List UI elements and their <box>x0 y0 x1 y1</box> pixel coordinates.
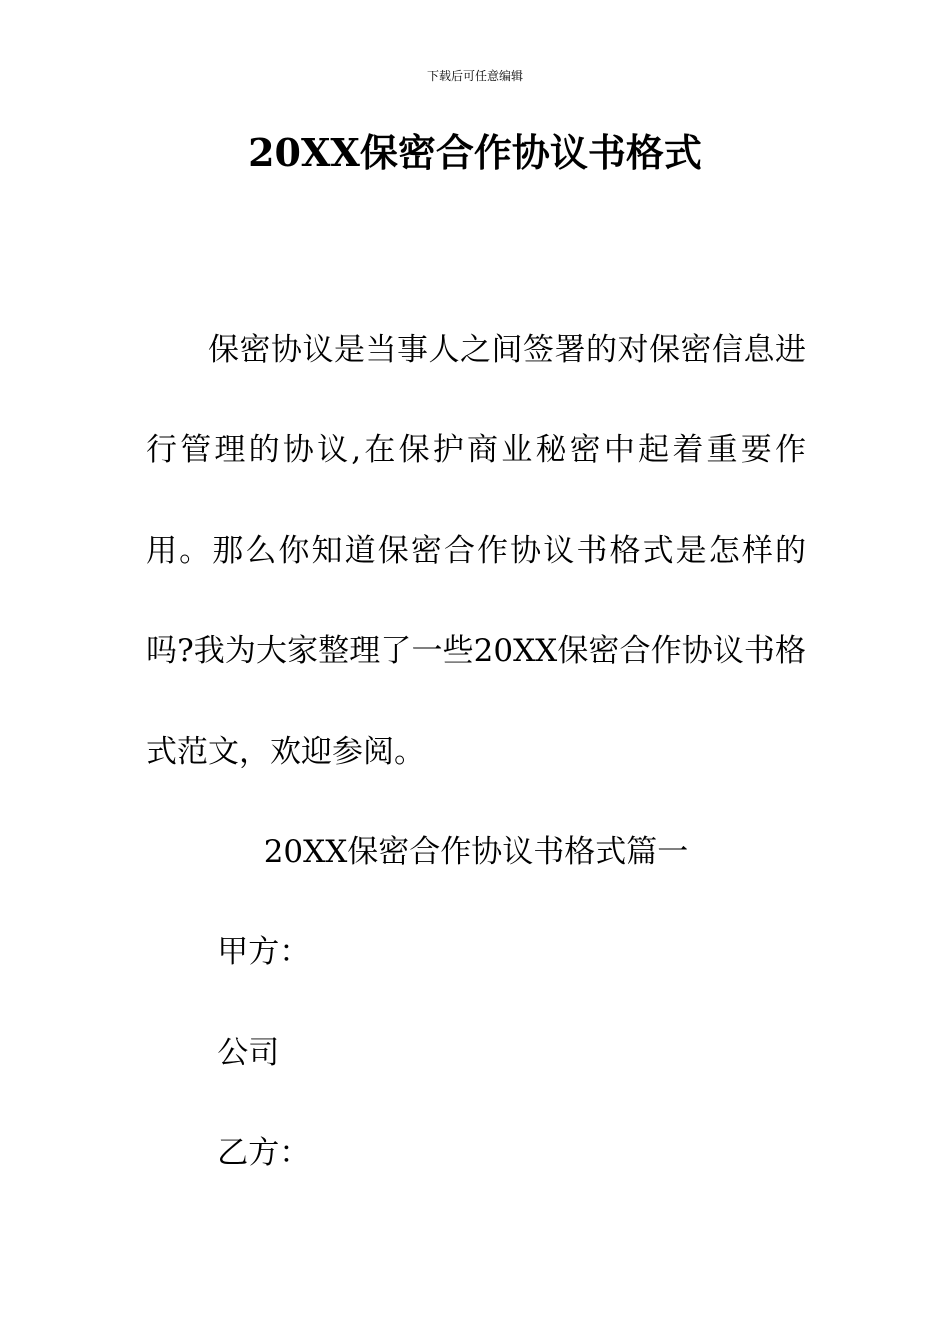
intro-paragraph: 保密协议是当事人之间签署的对保密信息进行管理的协议,在保护商业秘密中起着重要作用。那么你知道保密合作协议书格式是怎样的吗?我为大家整理了一些20XX保密合作协议书格式范文，欢迎参阅。 <box>146 332 807 770</box>
document-body <box>146 300 806 1204</box>
party-a-label: 甲方： <box>217 934 311 971</box>
header-note: 下载后可任意编辑 <box>426 69 523 83</box>
party-b-label: 乙方： <box>217 1135 311 1172</box>
document-title: 20XX保密合作协议书格式 <box>248 130 702 175</box>
section-title: 20XX保密合作协议书格式篇一 <box>263 834 689 871</box>
company-label: 公司 <box>217 1034 280 1071</box>
